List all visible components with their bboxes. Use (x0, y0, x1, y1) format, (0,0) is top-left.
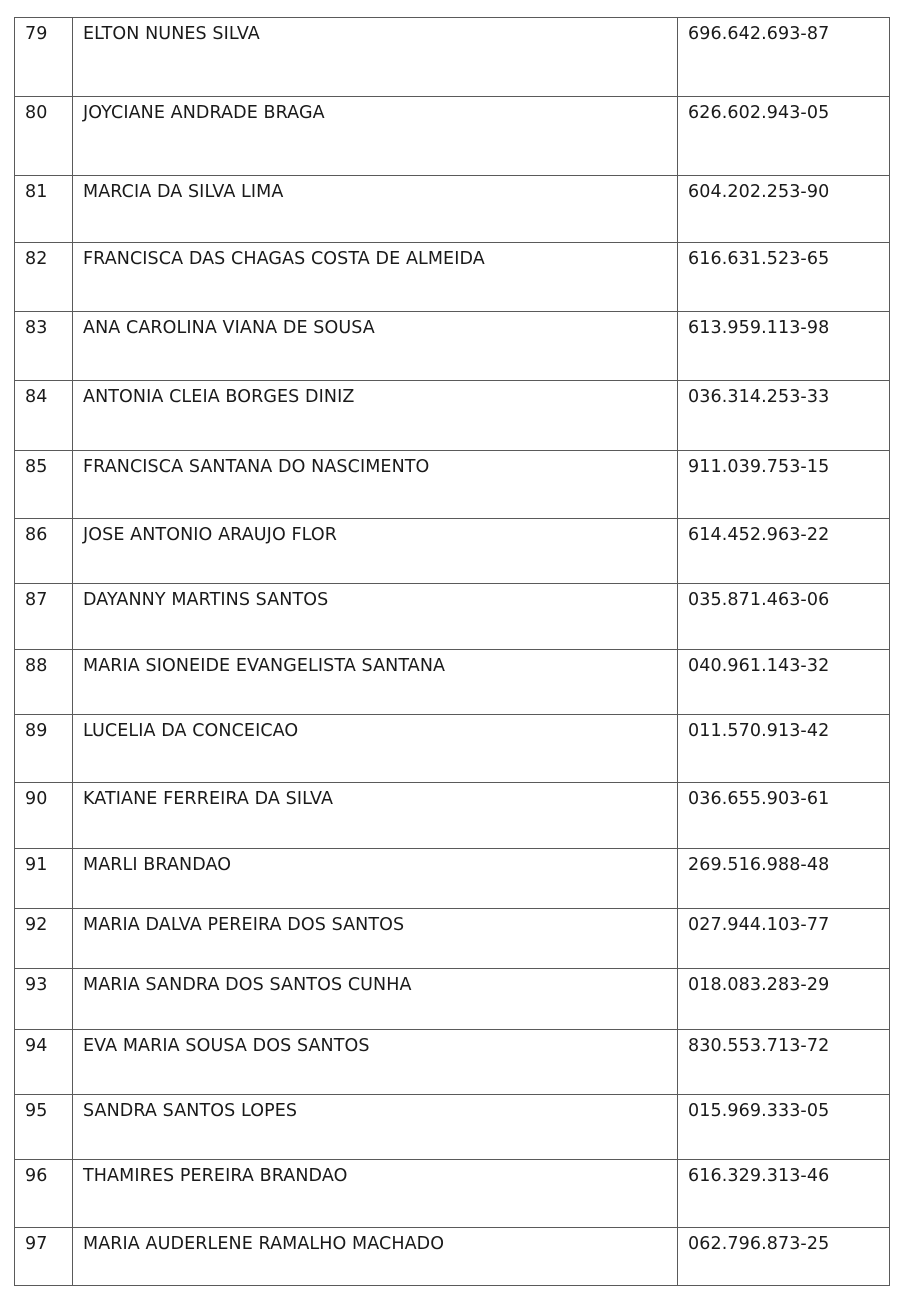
row-name-cell: KATIANE FERREIRA DA SILVA (73, 783, 678, 849)
row-number-cell: 97 (15, 1228, 73, 1286)
beneficiary-table (14, 17, 890, 1286)
row-cpf-cell: 011.570.913-42 (678, 715, 890, 783)
row-number-cell: 79 (15, 18, 73, 97)
row-number-cell: 96 (15, 1160, 73, 1228)
row-cpf-cell: 626.602.943-05 (678, 97, 890, 176)
table-row (15, 783, 890, 849)
row-number-cell: 94 (15, 1030, 73, 1095)
row-cpf-cell: 616.631.523-65 (678, 243, 890, 312)
row-number-cell: 81 (15, 176, 73, 243)
table-row (15, 176, 890, 243)
table-row (15, 381, 890, 451)
row-name-cell: SANDRA SANTOS LOPES (73, 1095, 678, 1160)
row-number-cell: 83 (15, 312, 73, 381)
row-cpf-cell: 062.796.873-25 (678, 1228, 890, 1286)
row-cpf-cell: 036.655.903-61 (678, 783, 890, 849)
row-cpf-cell: 015.969.333-05 (678, 1095, 890, 1160)
row-cpf-cell: 830.553.713-72 (678, 1030, 890, 1095)
table-row (15, 519, 890, 584)
row-name-cell: MARCIA DA SILVA LIMA (73, 176, 678, 243)
row-name-cell: EVA MARIA SOUSA DOS SANTOS (73, 1030, 678, 1095)
table-row (15, 715, 890, 783)
table-row (15, 1160, 890, 1228)
row-number-cell: 95 (15, 1095, 73, 1160)
row-cpf-cell: 696.642.693-87 (678, 18, 890, 97)
row-name-cell: THAMIRES PEREIRA BRANDAO (73, 1160, 678, 1228)
row-name-cell: ANTONIA CLEIA BORGES DINIZ (73, 381, 678, 451)
row-name-cell: FRANCISCA SANTANA DO NASCIMENTO (73, 451, 678, 519)
row-number-cell: 80 (15, 97, 73, 176)
row-name-cell: LUCELIA DA CONCEICAO (73, 715, 678, 783)
row-cpf-cell: 613.959.113-98 (678, 312, 890, 381)
row-number-cell: 92 (15, 909, 73, 969)
table-row (15, 18, 890, 97)
row-name-cell: ELTON NUNES SILVA (73, 18, 678, 97)
row-cpf-cell: 027.944.103-77 (678, 909, 890, 969)
row-cpf-cell: 616.329.313-46 (678, 1160, 890, 1228)
row-cpf-cell: 911.039.753-15 (678, 451, 890, 519)
row-name-cell: JOSE ANTONIO ARAUJO FLOR (73, 519, 678, 584)
row-cpf-cell: 604.202.253-90 (678, 176, 890, 243)
table-row (15, 451, 890, 519)
row-cpf-cell: 040.961.143-32 (678, 650, 890, 715)
table-row (15, 969, 890, 1030)
row-cpf-cell: 018.083.283-29 (678, 969, 890, 1030)
row-number-cell: 93 (15, 969, 73, 1030)
row-number-cell: 91 (15, 849, 73, 909)
table-row (15, 584, 890, 650)
row-number-cell: 88 (15, 650, 73, 715)
table-body (15, 18, 890, 1286)
row-name-cell: FRANCISCA DAS CHAGAS COSTA DE ALMEIDA (73, 243, 678, 312)
row-number-cell: 90 (15, 783, 73, 849)
table-row (15, 1095, 890, 1160)
table-row (15, 1228, 890, 1286)
row-name-cell: MARIA DALVA PEREIRA DOS SANTOS (73, 909, 678, 969)
row-number-cell: 82 (15, 243, 73, 312)
row-cpf-cell: 269.516.988-48 (678, 849, 890, 909)
row-cpf-cell: 614.452.963-22 (678, 519, 890, 584)
row-name-cell: MARLI BRANDAO (73, 849, 678, 909)
row-name-cell: MARIA SIONEIDE EVANGELISTA SANTANA (73, 650, 678, 715)
row-name-cell: MARIA SANDRA DOS SANTOS CUNHA (73, 969, 678, 1030)
row-number-cell: 89 (15, 715, 73, 783)
row-cpf-cell: 035.871.463-06 (678, 584, 890, 650)
table-row (15, 97, 890, 176)
row-number-cell: 84 (15, 381, 73, 451)
table-row (15, 243, 890, 312)
table-row (15, 650, 890, 715)
row-number-cell: 85 (15, 451, 73, 519)
row-cpf-cell: 036.314.253-33 (678, 381, 890, 451)
row-number-cell: 87 (15, 584, 73, 650)
row-name-cell: JOYCIANE ANDRADE BRAGA (73, 97, 678, 176)
row-name-cell: MARIA AUDERLENE RAMALHO MACHADO (73, 1228, 678, 1286)
table-row (15, 849, 890, 909)
row-name-cell: ANA CAROLINA VIANA DE SOUSA (73, 312, 678, 381)
row-number-cell: 86 (15, 519, 73, 584)
row-name-cell: DAYANNY MARTINS SANTOS (73, 584, 678, 650)
table-row (15, 909, 890, 969)
table-row (15, 312, 890, 381)
table-row (15, 1030, 890, 1095)
